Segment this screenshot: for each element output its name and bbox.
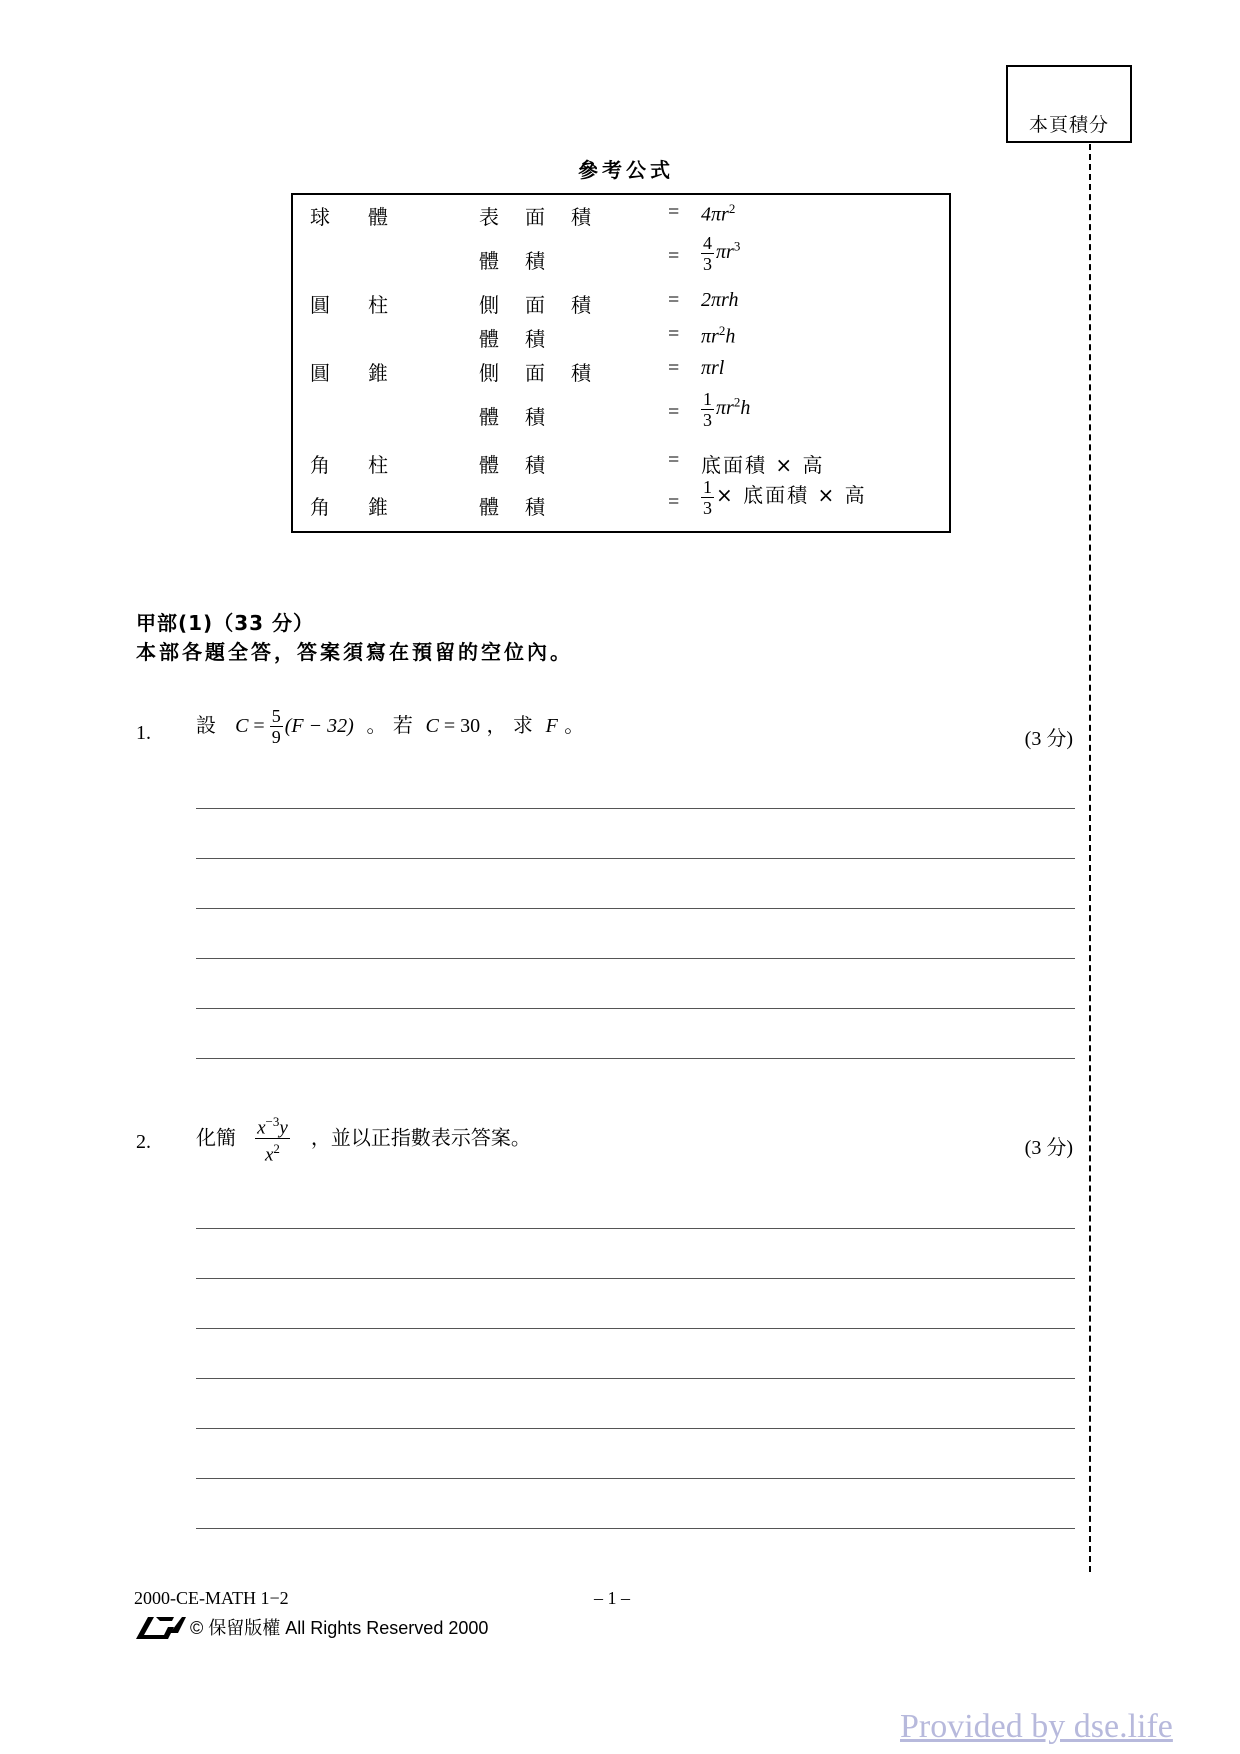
formula-fraction: $\frac{4}{3}$: [703, 233, 712, 274]
formula-expression: 2πrh: [701, 289, 739, 311]
margin-dashed-line: [1089, 144, 1091, 1572]
formula-row-sphere-volume: [293, 233, 949, 287]
formula-equals: =: [668, 289, 680, 311]
formula-shape: 球體: [310, 205, 426, 229]
formula-kind: 體積: [479, 405, 571, 429]
copyright-notice: © 保留版權 All Rights Reserved 2000: [190, 1618, 489, 1638]
answer-line[interactable]: [196, 1228, 1075, 1229]
formula-equals: =: [668, 401, 680, 423]
watermark-link[interactable]: Provided by dse.life: [900, 1708, 1173, 1745]
formula-table: [291, 193, 951, 533]
formula-fraction: $\frac{1}{3}$: [703, 389, 712, 430]
formula-fraction: $\frac{1}{3}$: [703, 477, 712, 518]
page-number: – 1 –: [594, 1588, 630, 1608]
section-heading: 甲部(1)（33 分）: [136, 611, 314, 635]
answer-line[interactable]: [196, 1428, 1075, 1429]
question-2-marks: (3 分): [1024, 1137, 1073, 1159]
question-1-marks: (3 分): [1024, 728, 1073, 750]
formula-expression: $\frac{4}{3}$ $\pi r^3$: [703, 233, 741, 274]
formula-shape: 圓錐: [310, 361, 426, 385]
formula-kind: 體積: [479, 327, 571, 351]
reference-formula-title: 參考公式: [578, 158, 674, 182]
formula-shape: 角柱: [310, 453, 426, 477]
question-2-number: 2.: [136, 1131, 151, 1153]
formula-equals: =: [668, 357, 680, 379]
question-1-fraction: $\frac{5}{9}$: [271, 706, 281, 747]
answer-line[interactable]: [196, 808, 1075, 809]
answer-line[interactable]: [196, 1278, 1075, 1279]
formula-shape: 角錐: [310, 495, 426, 519]
formula-kind: 側面積: [479, 293, 617, 317]
formula-kind: 體積: [479, 495, 571, 519]
formula-equals: =: [668, 491, 680, 513]
question-2-fraction: $\frac{x^{-3}y}{x^2}$: [257, 1114, 288, 1166]
formula-row-pyramid-volume: [293, 477, 949, 531]
answer-line[interactable]: [196, 1378, 1075, 1379]
formula-kind: 側面積: [479, 361, 617, 385]
question-2-text: 化簡 $\frac{x^{-3}y}{x^2}$ ，並以正指數表示答案。: [196, 1114, 531, 1166]
answer-line[interactable]: [196, 958, 1075, 959]
section-instruction: 本部各題全答，答案須寫在預留的空位內。: [136, 640, 573, 664]
question-1-number: 1.: [136, 722, 151, 744]
formula-expression: πrl: [701, 357, 725, 379]
answer-line[interactable]: [196, 908, 1075, 909]
formula-shape: 圓柱: [310, 293, 426, 317]
formula-expression: $4\pi r^2$: [701, 201, 736, 226]
answer-line[interactable]: [196, 1528, 1075, 1529]
formula-expression: $\pi r^2h$: [701, 323, 736, 348]
answer-line[interactable]: [196, 1008, 1075, 1009]
answer-line[interactable]: [196, 858, 1075, 859]
formula-expression: $\frac{1}{3}$ × 底面積 × 高: [703, 477, 867, 518]
formula-equals: =: [668, 323, 680, 345]
formula-expression: $\frac{1}{3}$ $\pi r^2h$: [703, 389, 751, 430]
formula-kind: 體積: [479, 249, 571, 273]
formula-expression: 底面積 × 高: [701, 453, 825, 477]
formula-kind: 表面積: [479, 205, 617, 229]
formula-equals: =: [668, 201, 680, 223]
answer-line[interactable]: [196, 1478, 1075, 1479]
formula-equals: =: [668, 449, 680, 471]
question-1-text: 設 C = $\frac{5}{9}$ (F − 32) 。 若 C = 30 ， 求 F 。: [196, 706, 585, 747]
page-score-label: 本頁積分: [1028, 114, 1109, 136]
formula-row-cone-volume: [293, 389, 949, 443]
formula-equals: =: [668, 245, 680, 267]
answer-line[interactable]: [196, 1058, 1075, 1059]
formula-kind: 體積: [479, 453, 571, 477]
page-score-box: [1006, 65, 1132, 143]
hkeaa-logo-icon: [134, 1613, 188, 1641]
paper-code: 2000-CE-MATH 1−2: [134, 1588, 289, 1608]
answer-line[interactable]: [196, 1328, 1075, 1329]
